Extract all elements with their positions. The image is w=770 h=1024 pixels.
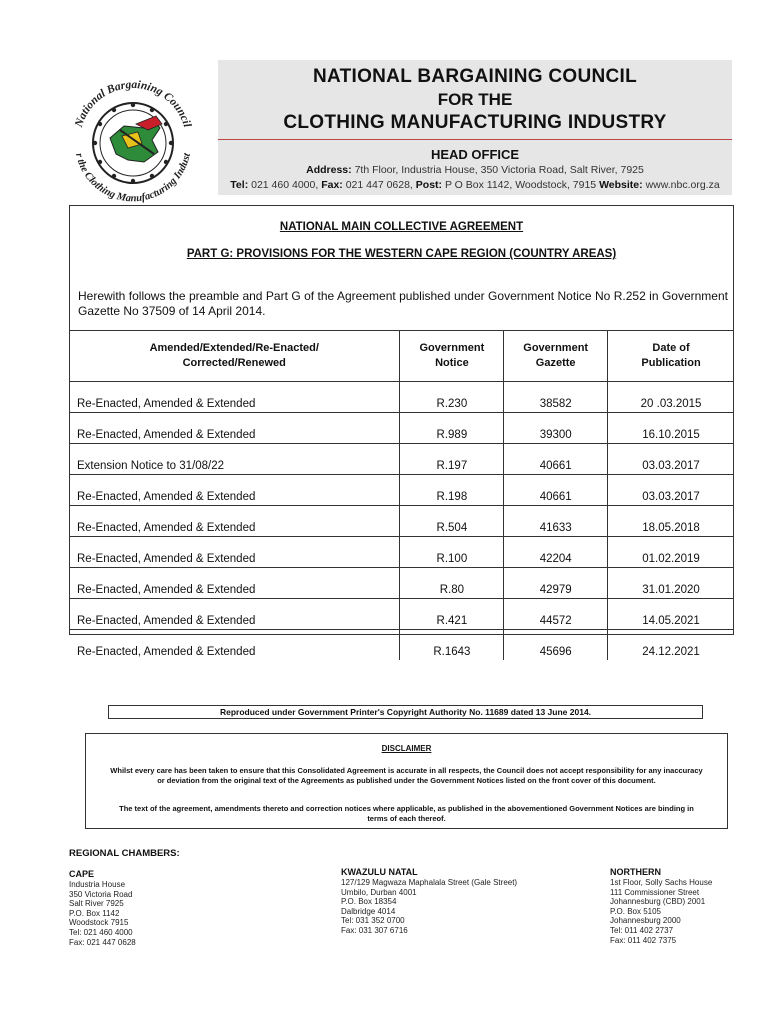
header-gazette-line1: Government <box>523 342 589 354</box>
disclaimer-title: DISCLAIMER <box>381 744 432 753</box>
chamber-line: Tel: 021 460 4000 <box>69 927 133 937</box>
chamber-name: KWAZULU NATAL <box>341 867 418 877</box>
row-notice: R.197 <box>400 444 504 475</box>
table-row <box>69 444 734 475</box>
table-row <box>69 506 734 537</box>
chamber-name: NORTHERN <box>610 867 661 877</box>
row-description: Re-Enacted, Amended & Extended <box>69 599 400 630</box>
chamber-northern <box>610 867 760 945</box>
header-notice <box>400 331 504 382</box>
chamber-line: Tel: 031 352 0700 <box>341 916 405 926</box>
row-description: Re-Enacted, Amended & Extended <box>69 413 400 444</box>
chamber-line: P.O. Box 18354 <box>341 897 397 907</box>
table-header-row <box>69 331 734 382</box>
amendments-table <box>69 331 734 660</box>
chamber-line: P.O. Box 1142 <box>69 908 120 918</box>
header-date <box>608 331 734 382</box>
chamber-line: Industria House <box>69 880 126 889</box>
table-row <box>69 537 734 568</box>
chamber-line: 127/129 Magwaza Maphalala Street (Gale Street) <box>341 878 518 887</box>
row-description: Re-Enacted, Amended & Extended <box>69 568 400 599</box>
fax-label: Fax: <box>321 179 343 191</box>
regional-chambers-title: REGIONAL CHAMBERS: <box>69 848 180 859</box>
row-date: 16.10.2015 <box>608 413 734 444</box>
council-title-industry: CLOTHING MANUFACTURING INDUSTRY <box>283 112 667 133</box>
chamber-line: Umbilo, Durban 4001 <box>341 887 417 897</box>
row-description: Re-Enacted, Amended & Extended <box>69 506 400 537</box>
svg-text:for the Clothing Manufacturing: r the Clothing Manufacturing Indust <box>73 152 193 205</box>
header-amended-line1: Amended/Extended/Re-Enacted/ <box>149 342 319 354</box>
chamber-line: Woodstock 7915 <box>69 918 129 928</box>
table-row <box>69 475 734 506</box>
header-gazette <box>504 331 608 382</box>
chamber-line: Fax: 021 447 0628 <box>69 937 136 947</box>
chamber-kwazulu-natal <box>341 867 581 936</box>
fax-value: 021 447 0628, <box>345 179 413 191</box>
row-description: Re-Enacted, Amended & Extended <box>69 537 400 568</box>
copyright-notice: Reproduced under Government Printer's Copyright Authority No. 11689 dated 13 June 2014. <box>108 705 703 719</box>
row-date: 14.05.2021 <box>608 599 734 630</box>
row-notice: R.1643 <box>400 630 504 661</box>
head-office-address <box>218 164 732 176</box>
chamber-line: P.O. Box 5105 <box>610 906 661 916</box>
row-description: Extension Notice to 31/08/22 <box>69 444 400 475</box>
chamber-line: 1st Floor, Solly Sachs House <box>610 878 713 887</box>
chamber-line: Tel: 011 402 2737 <box>610 925 674 935</box>
row-gazette: 40661 <box>504 475 608 506</box>
row-gazette: 38582 <box>504 382 608 413</box>
chamber-line: Fax: 031 307 6716 <box>341 925 408 935</box>
row-gazette: 42979 <box>504 568 608 599</box>
row-gazette: 41633 <box>504 506 608 537</box>
table-row <box>69 382 734 413</box>
address-value: 7th Floor, Industria House, 350 Victoria Road, Salt River, 7925 <box>354 164 644 176</box>
row-date: 31.01.2020 <box>608 568 734 599</box>
row-gazette: 44572 <box>504 599 608 630</box>
row-date: 18.05.2018 <box>608 506 734 537</box>
disclaimer-paragraph-1: Whilst every care has been taken to ensure that this Consolidated Agreement is accurate in all respects, the Council does not accept responsibility for any inaccuracy or deviation from the original text of the Agreements as published under the Government Notices listed on the front cover of this document. <box>110 766 703 785</box>
address-label: Address: <box>306 164 352 176</box>
chamber-line: Johannesburg 2000 <box>610 916 681 926</box>
row-date: 20 .03.2015 <box>608 382 734 413</box>
head-office-contact <box>218 179 732 191</box>
chamber-line: Fax: 011 402 7375 <box>610 935 677 945</box>
row-notice: R.230 <box>400 382 504 413</box>
tel-value: 021 460 4000, <box>251 179 319 191</box>
row-gazette: 40661 <box>504 444 608 475</box>
chamber-line: Salt River 7925 <box>69 899 124 909</box>
table-row <box>69 568 734 599</box>
chamber-name: CAPE <box>69 869 95 879</box>
council-title-for: FOR THE <box>437 90 513 109</box>
row-date: 24.12.2021 <box>608 630 734 661</box>
table-row <box>69 599 734 630</box>
post-label: Post: <box>415 179 443 191</box>
header-gazette-line2: Gazette <box>535 357 576 369</box>
chamber-cape <box>69 869 269 947</box>
row-date: 01.02.2019 <box>608 537 734 568</box>
row-notice: R.504 <box>400 506 504 537</box>
council-logo <box>58 66 208 216</box>
header-date-line2: Publication <box>641 357 701 369</box>
header-divider <box>218 139 732 140</box>
row-gazette: 39300 <box>504 413 608 444</box>
row-notice: R.421 <box>400 599 504 630</box>
table-row <box>69 630 734 661</box>
header-amended-line2: Corrected/Renewed <box>182 357 286 369</box>
council-title: NATIONAL BARGAINING COUNCIL <box>312 66 638 87</box>
row-notice: R.80 <box>400 568 504 599</box>
row-date: 03.03.2017 <box>608 475 734 506</box>
row-notice: R.989 <box>400 413 504 444</box>
chamber-line: Dalbridge 4014 <box>341 906 396 916</box>
header-notice-line1: Government <box>419 342 485 354</box>
row-gazette: 45696 <box>504 630 608 661</box>
row-description: Re-Enacted, Amended & Extended <box>69 475 400 506</box>
row-notice: R.100 <box>400 537 504 568</box>
chamber-line: Johannesburg (CBD) 2001 <box>610 897 706 907</box>
chamber-line: 350 Victoria Road <box>69 889 133 899</box>
row-description: Re-Enacted, Amended & Extended <box>77 398 256 410</box>
row-gazette: 42204 <box>504 537 608 568</box>
row-date: 03.03.2017 <box>608 444 734 475</box>
row-description: Re-Enacted, Amended & Extended <box>69 630 400 661</box>
agreement-title: NATIONAL MAIN COLLECTIVE AGREEMENT <box>279 221 524 233</box>
head-office-label: HEAD OFFICE <box>430 147 520 162</box>
website-link[interactable]: www.nbc.org.za <box>645 179 720 191</box>
post-value: P O Box 1142, Woodstock, 7915 <box>444 179 597 191</box>
row-notice: R.198 <box>400 475 504 506</box>
header-notice-line2: Notice <box>435 357 469 369</box>
tel-label: Tel: <box>230 179 249 191</box>
svg-text:National Bargaining Council: National Bargaining Council <box>73 78 193 129</box>
table-row <box>69 413 734 444</box>
disclaimer-paragraph-2: The text of the agreement, amendments thereto and correction notices where applicable, as published in the abovementioned Government Notices are binding in terms of each thereof. <box>119 804 694 823</box>
website-label: Website: <box>599 179 643 191</box>
chamber-line: 111 Commissioner Street <box>610 887 700 897</box>
agreement-part-title: PART G: PROVISIONS FOR THE WESTERN CAPE REGION (COUNTRY AREAS) <box>186 248 617 260</box>
preamble-text: Herewith follows the preamble and Part G of the Agreement published under Government Notice No R.252 in Government Gazette No 37509 of 14 April 2014. <box>78 289 728 318</box>
header-amended <box>69 331 400 382</box>
header-date-line1: Date of <box>652 342 690 354</box>
